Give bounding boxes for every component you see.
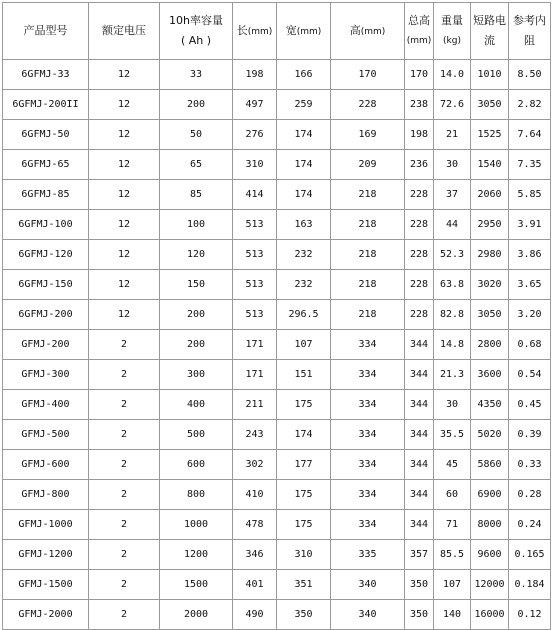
header-total-height-line1: 总高	[408, 14, 430, 27]
cell-width: 296.5	[277, 300, 331, 330]
cell-capacity: 150	[160, 270, 233, 300]
cell-model: 6GFMJ-65	[3, 150, 89, 180]
table-row	[3, 180, 551, 210]
cell-internal-resistance: 7.35	[509, 150, 551, 180]
header-resistance-line2: 阻	[524, 34, 535, 47]
cell-rated-voltage: 2	[89, 480, 160, 510]
cell-rated-voltage: 2	[89, 450, 160, 480]
cell-weight: 82.8	[434, 300, 471, 330]
cell-short-circuit-current: 3050	[471, 90, 509, 120]
cell-length: 513	[233, 240, 277, 270]
cell-model: GFMJ-300	[3, 360, 89, 390]
cell-short-circuit-current: 2980	[471, 240, 509, 270]
cell-height: 335	[331, 540, 405, 570]
header-length-unit: (mm)	[247, 26, 273, 37]
cell-length: 410	[233, 480, 277, 510]
cell-height: 334	[331, 480, 405, 510]
cell-capacity: 33	[160, 60, 233, 90]
cell-height: 218	[331, 240, 405, 270]
cell-height: 218	[331, 300, 405, 330]
cell-capacity: 2000	[160, 600, 233, 630]
cell-short-circuit-current: 3600	[471, 360, 509, 390]
cell-short-circuit-current: 4350	[471, 390, 509, 420]
cell-rated-voltage: 12	[89, 90, 160, 120]
cell-internal-resistance: 0.28	[509, 480, 551, 510]
header-length-label: 长	[236, 23, 248, 37]
cell-height: 334	[331, 420, 405, 450]
cell-rated-voltage: 2	[89, 420, 160, 450]
cell-total-height: 228	[405, 240, 434, 270]
table-row	[3, 540, 551, 570]
cell-short-circuit-current: 5860	[471, 450, 509, 480]
header-weight	[434, 3, 471, 60]
cell-width: 107	[277, 330, 331, 360]
cell-model: GFMJ-1200	[3, 540, 89, 570]
cell-model: GFMJ-400	[3, 390, 89, 420]
cell-length: 513	[233, 300, 277, 330]
header-total-height-line2: (mm)	[406, 36, 432, 46]
cell-model: 6GFMJ-200	[3, 300, 89, 330]
cell-model: GFMJ-2000	[3, 600, 89, 630]
table-row	[3, 390, 551, 420]
table-row	[3, 120, 551, 150]
cell-internal-resistance: 0.165	[509, 540, 551, 570]
cell-length: 513	[233, 270, 277, 300]
table-header-row	[3, 3, 551, 60]
cell-length: 414	[233, 180, 277, 210]
table-row	[3, 90, 551, 120]
cell-total-height: 236	[405, 150, 434, 180]
cell-internal-resistance: 0.24	[509, 510, 551, 540]
cell-internal-resistance: 5.85	[509, 180, 551, 210]
table-row	[3, 360, 551, 390]
header-internal-resistance	[509, 3, 551, 60]
cell-total-height: 170	[405, 60, 434, 90]
cell-weight: 30	[434, 150, 471, 180]
cell-total-height: 228	[405, 180, 434, 210]
cell-width: 174	[277, 180, 331, 210]
cell-width: 174	[277, 420, 331, 450]
cell-rated-voltage: 12	[89, 180, 160, 210]
cell-width: 175	[277, 390, 331, 420]
cell-model: GFMJ-1500	[3, 570, 89, 600]
cell-width: 151	[277, 360, 331, 390]
cell-length: 513	[233, 210, 277, 240]
cell-width: 350	[277, 600, 331, 630]
cell-capacity: 200	[160, 90, 233, 120]
header-short-circuit-current	[471, 3, 509, 60]
cell-weight: 45	[434, 450, 471, 480]
header-model: 产品型号	[3, 3, 89, 60]
cell-weight: 14.8	[434, 330, 471, 360]
cell-width: 259	[277, 90, 331, 120]
cell-capacity: 300	[160, 360, 233, 390]
cell-capacity: 500	[160, 420, 233, 450]
header-capacity-line1: 10h率容量	[169, 14, 223, 27]
cell-capacity: 1200	[160, 540, 233, 570]
cell-internal-resistance: 0.184	[509, 570, 551, 600]
cell-capacity: 1000	[160, 510, 233, 540]
header-height	[331, 3, 405, 60]
cell-height: 218	[331, 270, 405, 300]
cell-model: 6GFMJ-33	[3, 60, 89, 90]
cell-internal-resistance: 0.45	[509, 390, 551, 420]
table-row	[3, 510, 551, 540]
cell-short-circuit-current: 1540	[471, 150, 509, 180]
cell-model: 6GFMJ-200II	[3, 90, 89, 120]
cell-internal-resistance: 3.86	[509, 240, 551, 270]
cell-weight: 37	[434, 180, 471, 210]
cell-height: 334	[331, 360, 405, 390]
cell-length: 401	[233, 570, 277, 600]
header-height-unit: (mm)	[360, 26, 386, 37]
cell-model: GFMJ-200	[3, 330, 89, 360]
header-short-circuit-line1: 短路电	[473, 14, 506, 27]
cell-internal-resistance: 2.82	[509, 90, 551, 120]
table-row	[3, 270, 551, 300]
header-total-height	[405, 3, 434, 60]
cell-model: GFMJ-800	[3, 480, 89, 510]
cell-height: 334	[331, 510, 405, 540]
cell-height: 170	[331, 60, 405, 90]
cell-length: 171	[233, 330, 277, 360]
cell-length: 497	[233, 90, 277, 120]
table-row	[3, 150, 551, 180]
header-capacity-line2: ( Ah )	[180, 34, 212, 47]
cell-capacity: 85	[160, 180, 233, 210]
cell-weight: 14.0	[434, 60, 471, 90]
cell-internal-resistance: 7.64	[509, 120, 551, 150]
header-rated-voltage: 额定电压	[89, 3, 160, 60]
cell-model: GFMJ-600	[3, 450, 89, 480]
cell-rated-voltage: 12	[89, 300, 160, 330]
cell-rated-voltage: 2	[89, 390, 160, 420]
header-width	[277, 3, 331, 60]
table-row	[3, 330, 551, 360]
header-width-unit: (mm)	[296, 26, 322, 37]
cell-short-circuit-current: 9600	[471, 540, 509, 570]
cell-total-height: 357	[405, 540, 434, 570]
cell-height: 334	[331, 330, 405, 360]
cell-capacity: 600	[160, 450, 233, 480]
cell-weight: 71	[434, 510, 471, 540]
cell-short-circuit-current: 2950	[471, 210, 509, 240]
cell-width: 177	[277, 450, 331, 480]
header-weight-line1: 重量	[441, 14, 463, 27]
cell-short-circuit-current: 3050	[471, 300, 509, 330]
cell-short-circuit-current: 6900	[471, 480, 509, 510]
cell-width: 175	[277, 510, 331, 540]
cell-capacity: 800	[160, 480, 233, 510]
cell-model: 6GFMJ-100	[3, 210, 89, 240]
table-row	[3, 480, 551, 510]
cell-internal-resistance: 3.91	[509, 210, 551, 240]
cell-short-circuit-current: 5020	[471, 420, 509, 450]
cell-capacity: 100	[160, 210, 233, 240]
cell-weight: 63.8	[434, 270, 471, 300]
cell-height: 169	[331, 120, 405, 150]
cell-width: 310	[277, 540, 331, 570]
cell-total-height: 228	[405, 270, 434, 300]
table-row	[3, 240, 551, 270]
cell-length: 198	[233, 60, 277, 90]
cell-height: 340	[331, 600, 405, 630]
cell-rated-voltage: 2	[89, 330, 160, 360]
cell-rated-voltage: 2	[89, 600, 160, 630]
cell-model: 6GFMJ-120	[3, 240, 89, 270]
cell-total-height: 344	[405, 480, 434, 510]
cell-short-circuit-current: 1525	[471, 120, 509, 150]
cell-capacity: 120	[160, 240, 233, 270]
cell-rated-voltage: 2	[89, 570, 160, 600]
cell-length: 171	[233, 360, 277, 390]
cell-rated-voltage: 2	[89, 510, 160, 540]
cell-total-height: 228	[405, 210, 434, 240]
cell-short-circuit-current: 3020	[471, 270, 509, 300]
cell-total-height: 350	[405, 570, 434, 600]
cell-short-circuit-current: 2800	[471, 330, 509, 360]
cell-internal-resistance: 0.54	[509, 360, 551, 390]
cell-model: 6GFMJ-50	[3, 120, 89, 150]
cell-capacity: 200	[160, 330, 233, 360]
cell-total-height: 344	[405, 330, 434, 360]
cell-internal-resistance: 8.50	[509, 60, 551, 90]
cell-internal-resistance: 3.65	[509, 270, 551, 300]
cell-internal-resistance: 0.39	[509, 420, 551, 450]
cell-height: 340	[331, 570, 405, 600]
cell-rated-voltage: 12	[89, 60, 160, 90]
cell-length: 478	[233, 510, 277, 540]
cell-model: GFMJ-500	[3, 420, 89, 450]
table-row	[3, 300, 551, 330]
cell-model: 6GFMJ-85	[3, 180, 89, 210]
cell-total-height: 344	[405, 390, 434, 420]
cell-rated-voltage: 12	[89, 120, 160, 150]
cell-internal-resistance: 0.33	[509, 450, 551, 480]
cell-length: 310	[233, 150, 277, 180]
header-short-circuit-line2: 流	[484, 34, 495, 47]
header-length	[233, 3, 277, 60]
cell-total-height: 344	[405, 510, 434, 540]
cell-total-height: 238	[405, 90, 434, 120]
cell-weight: 52.3	[434, 240, 471, 270]
table-row	[3, 450, 551, 480]
cell-total-height: 198	[405, 120, 434, 150]
cell-width: 174	[277, 150, 331, 180]
cell-capacity: 65	[160, 150, 233, 180]
header-width-label: 宽	[285, 23, 297, 37]
cell-length: 243	[233, 420, 277, 450]
cell-internal-resistance: 0.68	[509, 330, 551, 360]
table-row	[3, 60, 551, 90]
cell-rated-voltage: 2	[89, 540, 160, 570]
cell-internal-resistance: 0.12	[509, 600, 551, 630]
cell-short-circuit-current: 1010	[471, 60, 509, 90]
cell-length: 490	[233, 600, 277, 630]
cell-weight: 60	[434, 480, 471, 510]
cell-width: 166	[277, 60, 331, 90]
cell-width: 351	[277, 570, 331, 600]
header-resistance-line1: 参考内	[513, 14, 546, 27]
cell-total-height: 228	[405, 300, 434, 330]
header-weight-line2: (kg)	[443, 36, 461, 46]
cell-weight: 35.5	[434, 420, 471, 450]
cell-rated-voltage: 12	[89, 210, 160, 240]
cell-short-circuit-current: 12000	[471, 570, 509, 600]
cell-total-height: 344	[405, 360, 434, 390]
battery-spec-table	[2, 2, 551, 630]
cell-height: 334	[331, 450, 405, 480]
table-row	[3, 600, 551, 630]
cell-height: 334	[331, 390, 405, 420]
cell-rated-voltage: 12	[89, 270, 160, 300]
cell-weight: 21	[434, 120, 471, 150]
cell-rated-voltage: 12	[89, 150, 160, 180]
cell-capacity: 50	[160, 120, 233, 150]
table-row	[3, 570, 551, 600]
cell-total-height: 344	[405, 450, 434, 480]
table-row	[3, 210, 551, 240]
cell-weight: 72.6	[434, 90, 471, 120]
cell-capacity: 200	[160, 300, 233, 330]
table-row	[3, 420, 551, 450]
cell-rated-voltage: 12	[89, 240, 160, 270]
cell-short-circuit-current: 2060	[471, 180, 509, 210]
cell-weight: 30	[434, 390, 471, 420]
header-height-label: 高	[349, 23, 361, 37]
cell-length: 211	[233, 390, 277, 420]
cell-weight: 21.3	[434, 360, 471, 390]
cell-width: 232	[277, 270, 331, 300]
cell-height: 209	[331, 150, 405, 180]
cell-capacity: 1500	[160, 570, 233, 600]
cell-width: 232	[277, 240, 331, 270]
cell-height: 228	[331, 90, 405, 120]
cell-height: 218	[331, 180, 405, 210]
cell-internal-resistance: 3.20	[509, 300, 551, 330]
cell-model: GFMJ-1000	[3, 510, 89, 540]
cell-width: 174	[277, 120, 331, 150]
cell-model: 6GFMJ-150	[3, 270, 89, 300]
cell-length: 302	[233, 450, 277, 480]
cell-short-circuit-current: 16000	[471, 600, 509, 630]
cell-length: 346	[233, 540, 277, 570]
cell-height: 218	[331, 210, 405, 240]
cell-width: 163	[277, 210, 331, 240]
cell-short-circuit-current: 8000	[471, 510, 509, 540]
cell-capacity: 400	[160, 390, 233, 420]
cell-weight: 140	[434, 600, 471, 630]
cell-length: 276	[233, 120, 277, 150]
cell-weight: 107	[434, 570, 471, 600]
cell-weight: 85.5	[434, 540, 471, 570]
cell-width: 175	[277, 480, 331, 510]
cell-rated-voltage: 2	[89, 360, 160, 390]
cell-weight: 44	[434, 210, 471, 240]
cell-total-height: 344	[405, 420, 434, 450]
cell-total-height: 350	[405, 600, 434, 630]
header-capacity	[160, 3, 233, 60]
